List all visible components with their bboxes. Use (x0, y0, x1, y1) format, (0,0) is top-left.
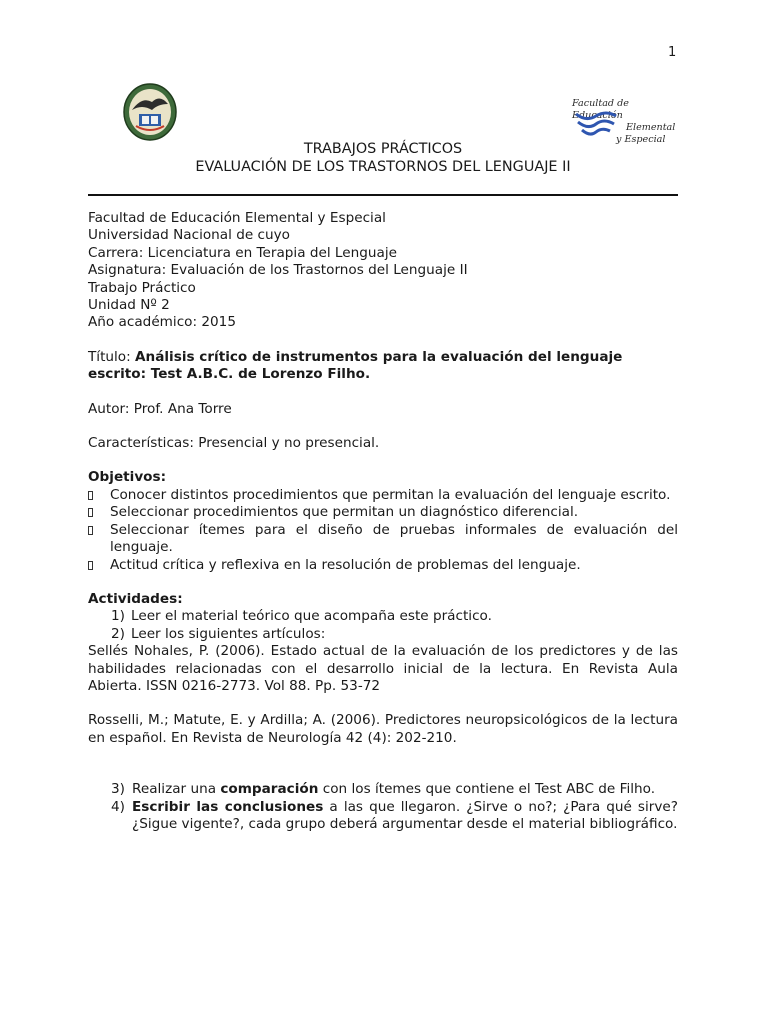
info-career: Carrera: Licenciatura en Terapia del Lenguaje (88, 244, 397, 261)
faculty-logo-text: Facultad de Educación Elemental y Especial (572, 98, 676, 145)
list-item: 2) Leer los siguientes artículos: (111, 625, 326, 642)
faculty-logo (570, 98, 680, 145)
titulo-paragraph (88, 349, 678, 384)
bullet-icon (88, 508, 93, 517)
list-item: 3) Realizar una comparación con los ítemes que contiene el Test ABC de Filho. (111, 781, 656, 798)
list-item: 1) Leer el material teórico que acompaña este práctico. (111, 608, 492, 625)
info-university: Universidad Nacional de cuyo (88, 227, 290, 244)
document-title (88, 140, 678, 176)
bullet-icon (88, 526, 93, 535)
objetivos-list (88, 487, 678, 574)
list-item: Seleccionar ítemes para el diseño de pruebas informales de evaluación del lenguaje. (88, 522, 678, 557)
reference-1: Sellés Nohales, P. (2006). Estado actual de la evaluación de los predictores y de las habilidades relacionadas con el desarrollo inicial de la lectura. En Revista Aula Abierta. ISSN 0216-2773. Vol 88. Pp. 53-72 (88, 643, 678, 694)
waves-icon (574, 110, 618, 138)
info-type: Trabajo Práctico (88, 279, 196, 296)
title-line-2: EVALUACIÓN DE LOS TRASTORNOS DEL LENGUAJE II (195, 159, 571, 175)
header-divider (88, 194, 678, 196)
university-seal-logo (122, 82, 178, 142)
bullet-icon (88, 491, 93, 500)
list-item: 4) Escribir las conclusiones a las que llegaron. ¿Sirve o no?; ¿Para qué sirve? ¿Sigue vigente?, cada grupo deberá argumentar desde el material bibliográfico. (111, 798, 678, 832)
actividades-heading: Actividades: (88, 590, 183, 607)
actividades-list (88, 608, 678, 643)
info-faculty: Facultad de Educación Elemental y Especial (88, 210, 386, 226)
autor: Autor: Prof. Ana Torre (88, 400, 232, 417)
list-item: Actitud crítica y reflexiva en la resolución de problemas del lenguaje. (88, 557, 678, 574)
title-line-1: TRABAJOS PRÁCTICOS (303, 141, 463, 157)
info-subject: Asignatura: Evaluación de los Trastornos del Lenguaje II (88, 262, 468, 279)
list-item: Conocer distintos procedimientos que permitan la evaluación del lenguaje escrito. (88, 487, 678, 504)
page-number: 1 (668, 45, 677, 60)
info-unit: Unidad Nº 2 (88, 297, 170, 314)
titulo-label: Título: (88, 348, 136, 365)
reference-2: Rosselli, M.; Matute, E. y Ardilla; A. (2006). Predictores neuropsicológicos de la lectura en español. En Revista de Neurología 42 (4): 202-210. (88, 712, 678, 746)
titulo-text: Análisis crítico de instrumentos para la evaluación del lenguaje escrito: Test A.B.C. de Lorenzo Filho. (88, 348, 623, 383)
actividades-list-continued (88, 781, 678, 833)
info-year: Año académico: 2015 (88, 314, 236, 331)
document-body (88, 210, 678, 833)
list-item: Seleccionar procedimientos que permitan un diagnóstico diferencial. (88, 504, 678, 521)
objetivos-heading: Objetivos: (88, 469, 167, 486)
caracteristicas: Características: Presencial y no presencial. (88, 435, 380, 452)
bullet-icon (88, 561, 93, 570)
